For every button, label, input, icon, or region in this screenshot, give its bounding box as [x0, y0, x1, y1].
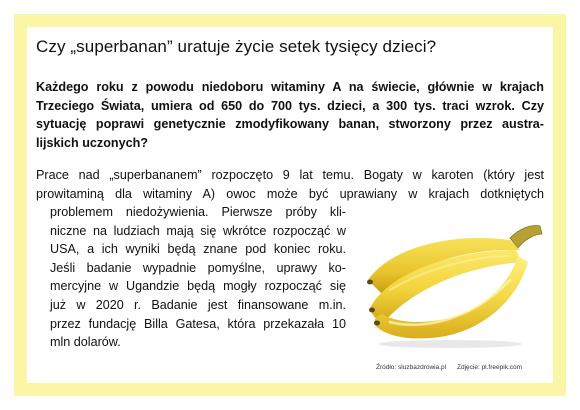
banana-tip	[367, 280, 373, 285]
article-body-intro	[36, 166, 544, 203]
banana-stem	[510, 226, 542, 249]
body-line: USA, a ich wyniki będą znane pod koniec roku.	[50, 242, 346, 257]
body-line: przez fundację Billa Gatesa, która przekazała 10	[50, 316, 346, 331]
body-line: Jeśli badanie wypadnie pomyślne, uprawy ko-	[50, 260, 346, 275]
article-title: Czy „superbanan” uratuje życie setek tysięcy dzieci?	[36, 37, 437, 56]
banana-tip	[374, 321, 380, 326]
lead-line: sytuację poprawi genetycznie zmodyfikowany banan, stworzony przez austra-	[36, 117, 544, 131]
body-line: mln dolarów.	[50, 335, 121, 350]
body-line: już w 2020 r. Badanie jest finansowane m.in.	[50, 297, 346, 312]
lead-line: Trzeciego Świata, umiera od 650 do 700 tys. dzieci, a 300 tys. traci wzrok. Czy	[36, 98, 544, 113]
source-credit: Źródło: sluzbazdrowia.pl	[376, 364, 447, 371]
article-lead	[36, 78, 544, 152]
body-line: niczne na ludziach mają się wkrótce rozpocząć w	[50, 223, 346, 238]
lead-line: lijskich uczonych?	[36, 135, 148, 150]
banana-image	[360, 210, 550, 350]
body-line: Prace nad „superbananem” rozpoczęto 9 lat temu. Bogaty w karoten (który jest	[36, 168, 544, 182]
body-line: problemem niedożywienia. Pierwsze próby kli-	[50, 205, 346, 219]
body-line: prowitaminą dla witaminy A) owoc może być uprawiany w krajach dotkniętych	[36, 186, 544, 201]
lead-line: Każdego roku z powodu niedoboru witaminy A na świecie, głównie w krajach	[36, 80, 544, 94]
article-body-column	[50, 203, 346, 352]
photo-credit: Zdjęcie: pl.freepik.com	[457, 364, 523, 371]
banana-shadow	[378, 340, 522, 348]
body-line: mercyjne w Ugandzie będą mogły rozpocząć się	[50, 279, 346, 294]
banana-tip	[369, 308, 375, 313]
